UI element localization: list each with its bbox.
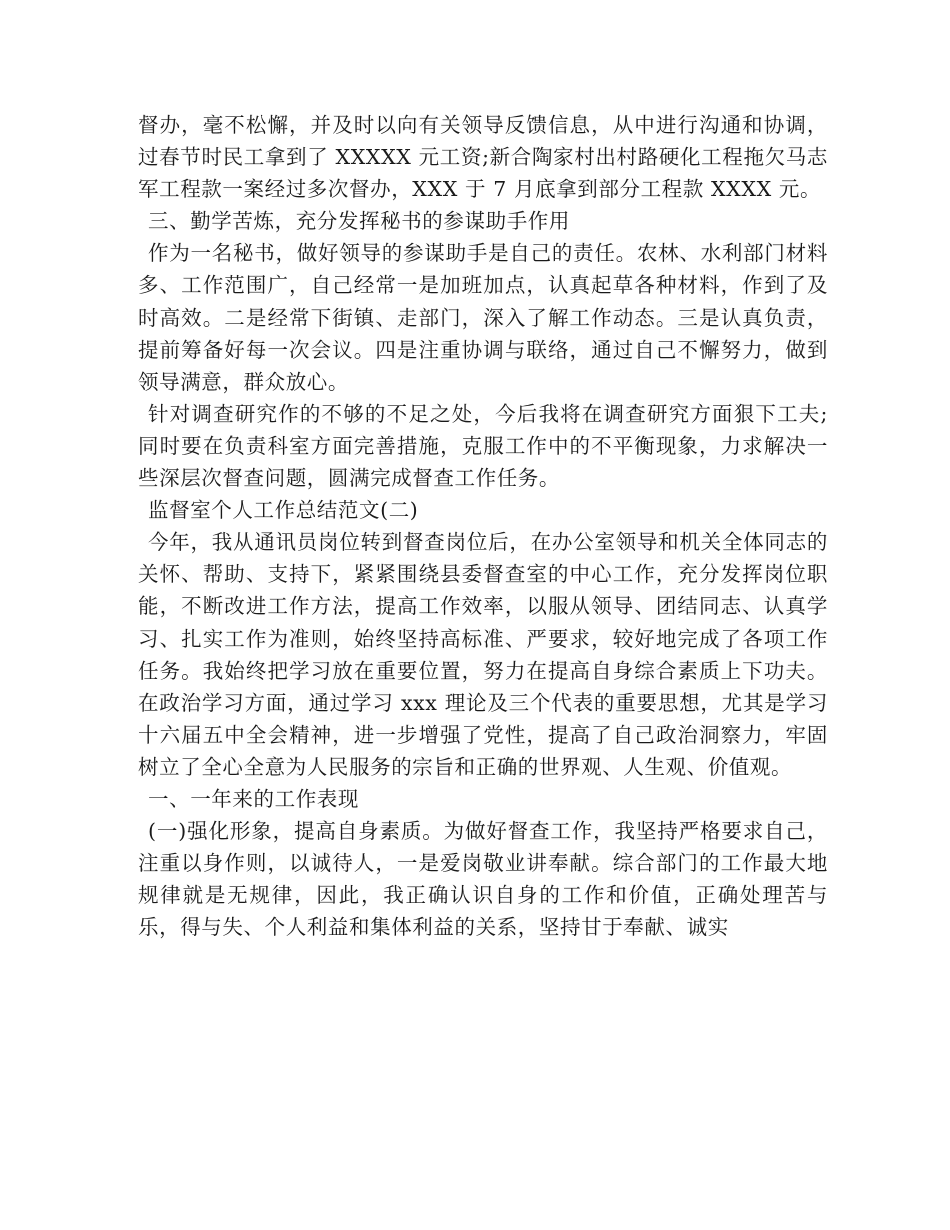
- document-subtitle-part-two: 监督室个人工作总结范文(二): [148, 498, 419, 523]
- paragraph-introduction: 今年，我从通讯员岗位转到督查岗位后，在办公室领导和机关全体同志的关怀、帮助、支持下，紧紧围绕县委督查室的中心工作，充分发挥岗位职能，不断改进工作方法，提高工作效率，以服从领导、团结同志、认真学习、扎实工作为准则，始终坚持高标准、严要求，较好地完成了各项工作任务。我始终把学习放在重要位置，努力在提高自身综合素质上下功夫。在政治学习方面，通过学习 xxx 理论及三个代表的重要思想，尤其是学习十六届五中全会精神，进一步增强了党性，提高了自己政治洞察力，牢固树立了全心全意为人民服务的宗旨和正确的世界观、人生观、价值观。: [138, 530, 828, 779]
- paragraph-strengthen-image: (一)强化形象，提高自身素质。为做好督查工作，我坚持严格要求自己，注重以身作则，以诚待人，一是爱岗敬业讲奉献。综合部门的工作最大地规律就是无规律，因此，我正确认识自身的工作和价值，正确处理苦与乐，得与失、个人利益和集体利益的关系，坚持甘于奉献、诚实: [138, 819, 828, 940]
- paragraph-supervision-case: 督办，毫不松懈，并及时以向有关领导反馈信息，从中进行沟通和协调，过春节时民工拿到了 XXXXX 元工资;新合陶家村出村路硬化工程拖欠马志军工程款一案经过多次督办，XXX 于 7 月底拿到部分工程款 XXXX 元。: [138, 113, 828, 202]
- paragraph-improvement-plan: 针对调查研究作的不够的不足之处，今后我将在调查研究方面狠下工夫;同时要在负责科室方面完善措施，克服工作中的不平衡现象，力求解决一些深层次督查问题，圆满完成督查工作任务。: [138, 401, 828, 491]
- paragraph-secretary-duties: 作为一名秘书，做好领导的参谋助手是自己的责任。农林、水利部门材料多、工作范围广，自己经常一是加班加点，认真起草各种材料，作到了及时高效。二是经常下街镇、走部门，深入了解工作动态。三是认真负责，提前筹备好每一次会议。四是注重协调与联络，通过自己不懈努力，做到领导满意，群众放心。: [138, 241, 828, 394]
- section-heading-work-performance: 一、一年来的工作表现: [148, 786, 359, 811]
- document-body: [138, 109, 828, 943]
- section-heading-secretary-role: 三、勤学苦炼，充分发挥秘书的参谋助手作用: [148, 209, 570, 234]
